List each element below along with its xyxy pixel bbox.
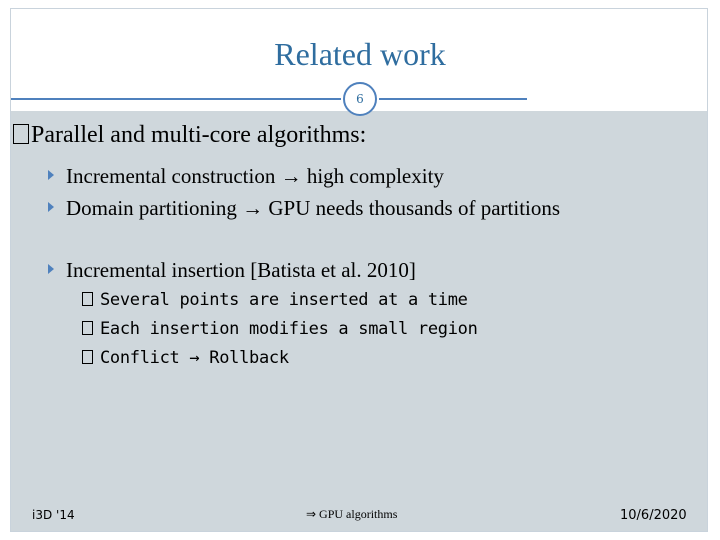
missing-glyph-icon: [82, 321, 93, 335]
bullet-text: Domain partitioning → GPU needs thousands of partitions: [66, 196, 561, 220]
bullet-item: [48, 164, 444, 189]
footer-section: ⇒ GPU algorithms: [306, 507, 398, 521]
footer-date: 10/6/2020: [620, 508, 687, 523]
sub-bullet-text: Several points are inserted at a time: [100, 290, 468, 310]
sub-bullet-text: Each insertion modifies a small region: [100, 319, 478, 339]
bullet-text: Incremental insertion [Batista et al. 2010]: [66, 258, 416, 282]
heading: [13, 122, 366, 149]
triangle-bullet-icon: [48, 170, 54, 180]
bullet-text: Incremental construction → high complexity: [66, 164, 444, 188]
bullet-item: [48, 258, 416, 283]
missing-glyph-icon: [82, 292, 93, 306]
slide-title: Related work: [274, 36, 446, 72]
sub-bullet-text: Conflict → Rollback: [100, 348, 289, 368]
heading-text: Parallel and multi-core algorithms:: [31, 122, 367, 148]
footer-conference: i3D '14: [32, 508, 75, 522]
triangle-bullet-icon: [48, 202, 54, 212]
page-number: 6: [343, 82, 377, 116]
title-rule-right: [379, 98, 527, 100]
triangle-bullet-icon: [48, 264, 54, 274]
sub-bullet-item: [82, 319, 478, 339]
sub-bullet-item: [82, 290, 468, 310]
sub-bullet-item: [82, 348, 289, 368]
title-rule-left: [11, 98, 341, 100]
missing-glyph-icon: [82, 350, 93, 364]
missing-glyph-icon: [13, 124, 29, 144]
bullet-item: [48, 196, 560, 221]
